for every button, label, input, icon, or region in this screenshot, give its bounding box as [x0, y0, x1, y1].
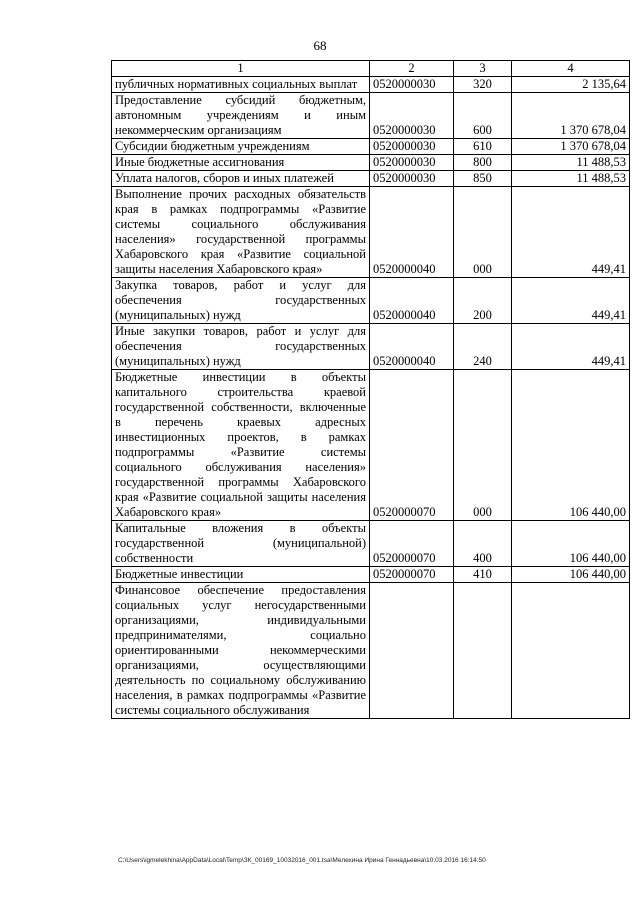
- row-code: 0520000030: [370, 93, 454, 139]
- row-expense-type: 610: [454, 139, 512, 155]
- row-sum: 106 440,00: [512, 567, 630, 583]
- page-number: 68: [313, 38, 327, 53]
- row-name: Предоставление субсидий бюджетным, автономным учреждениям и иным некоммерческим организациям: [112, 93, 370, 139]
- row-sum: 1 370 678,04: [512, 139, 630, 155]
- row-name: Иные бюджетные ассигнования: [112, 155, 370, 171]
- file-path-footer: C:\Users\igmelekhina\AppData\Local\Temp\ЗК_00169_10032016_001.tsa\Мелехина Ирина Геннадьевна\10.03.2016 16:14:50: [118, 857, 486, 864]
- row-expense-type: 000: [454, 370, 512, 521]
- row-expense-type: 200: [454, 278, 512, 324]
- row-sum: 449,41: [512, 187, 630, 278]
- row-name: Капитальные вложения в объекты государственной (муниципальной) собственности: [112, 521, 370, 567]
- row-code: 0520000040: [370, 187, 454, 278]
- row-expense-type: 800: [454, 155, 512, 171]
- budget-table: [111, 60, 630, 719]
- table-row: [112, 93, 630, 139]
- table-row: [112, 187, 630, 278]
- table-row: [112, 583, 630, 719]
- row-name: Субсидии бюджетным учреждениям: [112, 139, 370, 155]
- row-name: Закупка товаров, работ и услуг для обеспечения государственных (муниципальных) нужд: [112, 278, 370, 324]
- row-code: 0520000030: [370, 155, 454, 171]
- table-row: [112, 278, 630, 324]
- row-sum: 11 488,53: [512, 155, 630, 171]
- row-expense-type: 240: [454, 324, 512, 370]
- row-name: Выполнение прочих расходных обязательств края в рамках подпрограммы «Развитие системы социального обслуживания населения» государственной программы Хабаровского края «Развитие социальной защиты населения Хабаровского края»: [112, 187, 370, 278]
- row-code: 0520000040: [370, 278, 454, 324]
- row-sum: 106 440,00: [512, 370, 630, 521]
- row-code: 0520000070: [370, 521, 454, 567]
- column-header: 4: [512, 61, 630, 77]
- row-code: 0520000030: [370, 139, 454, 155]
- row-sum: 11 488,53: [512, 171, 630, 187]
- row-code: 0520000070: [370, 370, 454, 521]
- row-expense-type: [454, 583, 512, 719]
- row-expense-type: 400: [454, 521, 512, 567]
- row-name: Бюджетные инвестиции: [112, 567, 370, 583]
- row-sum: 2 135,64: [512, 77, 630, 93]
- row-name: публичных нормативных социальных выплат: [112, 77, 370, 93]
- row-sum: 449,41: [512, 278, 630, 324]
- row-expense-type: 000: [454, 187, 512, 278]
- row-name: Иные закупки товаров, работ и услуг для обеспечения государственных (муниципальных) нужд: [112, 324, 370, 370]
- table-row: [112, 155, 630, 171]
- column-header: 3: [454, 61, 512, 77]
- row-code: [370, 583, 454, 719]
- column-header: 1: [112, 61, 370, 77]
- row-code: 0520000030: [370, 171, 454, 187]
- row-sum: [512, 583, 630, 719]
- column-header: 2: [370, 61, 454, 77]
- row-sum: 106 440,00: [512, 521, 630, 567]
- row-expense-type: 320: [454, 77, 512, 93]
- row-expense-type: 600: [454, 93, 512, 139]
- row-name: Бюджетные инвестиции в объекты капитального строительства краевой государственной собственности, включенные в перечень краевых адресных инвестиционных проектов, в рамках подпрограммы «Развитие системы социального обслуживания населения» государственной программы Хабаровского края «Развитие социальной защиты населения Хабаровского края»: [112, 370, 370, 521]
- table-row: [112, 567, 630, 583]
- row-sum: 449,41: [512, 324, 630, 370]
- row-name: Уплата налогов, сборов и иных платежей: [112, 171, 370, 187]
- table-row: [112, 171, 630, 187]
- row-code: 0520000040: [370, 324, 454, 370]
- table-row: [112, 370, 630, 521]
- table-header-row: [112, 61, 630, 77]
- row-sum: 1 370 678,04: [512, 93, 630, 139]
- table-row: [112, 77, 630, 93]
- row-expense-type: 850: [454, 171, 512, 187]
- row-name: Финансовое обеспечение предоставления социальных услуг негосударственными организациями, индивидуальными предпринимателями, социально ориентированными некоммерческими организациями, осуществляющими деятельность по социальному обслуживанию населения, в рамках подпрограммы «Развитие системы социального обслуживания: [112, 583, 370, 719]
- table-row: [112, 521, 630, 567]
- table-row: [112, 139, 630, 155]
- row-expense-type: 410: [454, 567, 512, 583]
- row-code: 0520000030: [370, 77, 454, 93]
- table-row: [112, 324, 630, 370]
- row-code: 0520000070: [370, 567, 454, 583]
